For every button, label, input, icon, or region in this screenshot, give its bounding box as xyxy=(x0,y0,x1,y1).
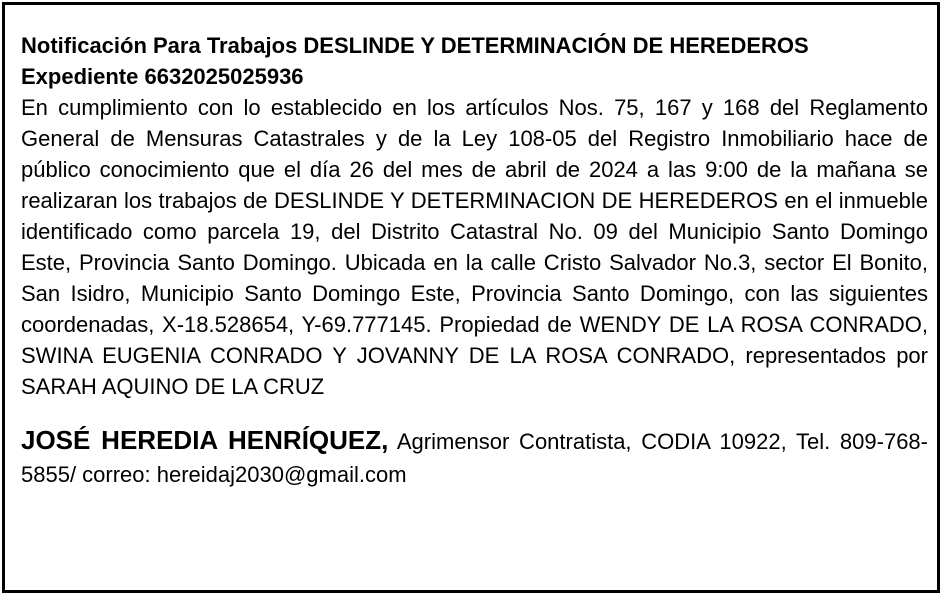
file-number: Expediente 6632025025936 xyxy=(21,64,304,89)
surveyor-name: JOSÉ HEREDIA HENRÍQUEZ, xyxy=(21,425,389,455)
notice-box xyxy=(2,2,940,593)
notice-title: Notificación Para Trabajos DESLINDE Y DETERMINACIÓN DE HEREDEROS xyxy=(21,33,809,58)
surveyor-details: Agrimensor Contratista, CODIA 10922, Tel. 809-768-5855/ correo: hereidaj2030@gmail.com xyxy=(21,429,928,487)
notice-body: En cumplimiento con lo establecido en los artículos Nos. 75, 167 y 168 del Reglamento General de Mensuras Catastrales y de la Ley 108-05 del Registro Inmobiliario hace de público conocimiento que el día 26 del mes de abril de 2024 a las 9:00 de la mañana se realizaran los trabajos de DESLINDE Y DETERMINACION DE HEREDEROS en el inmueble identificado como parcela 19, del Distrito Catastral No. 09 del Municipio Santo Domingo Este, Provincia Santo Domingo. Ubicada en la calle Cristo Salvador No.3, sector El Bonito, San Isidro, Municipio Santo Domingo Este, Provincia Santo Domingo, con las siguientes coordenadas, X-18.528654, Y-69.777145. Propiedad de WENDY DE LA ROSA CONRADO, SWINA EUGENIA CONRADO Y JOVANNY DE LA ROSA CONRADO, representados por SARAH AQUINO DE LA CRUZ xyxy=(21,95,928,399)
signature-block xyxy=(21,424,928,491)
notice-content xyxy=(21,30,928,491)
